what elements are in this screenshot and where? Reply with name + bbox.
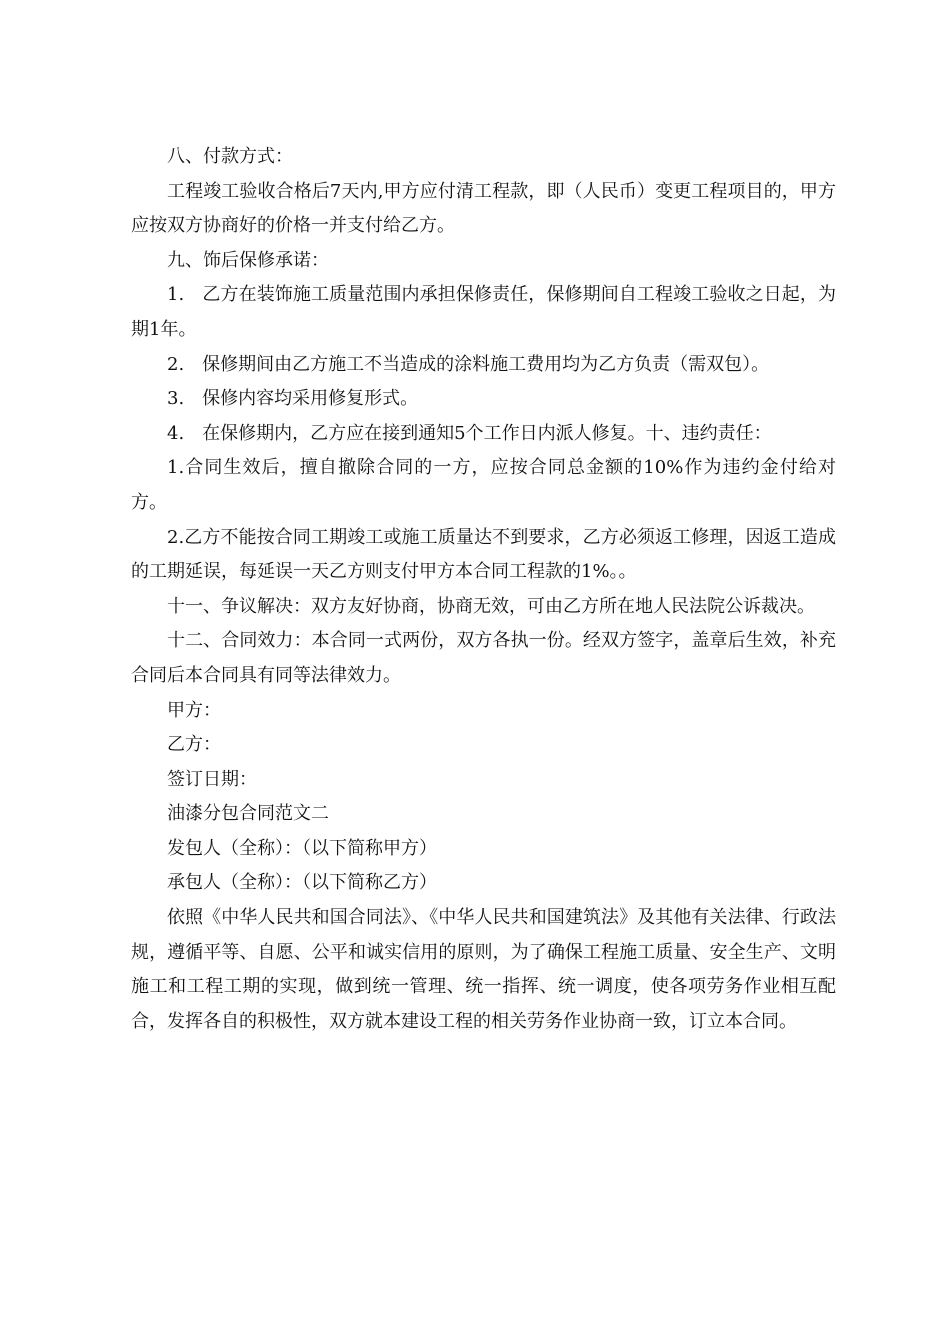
contractor-line: 承包人（全称）：（以下简称乙方） <box>167 872 437 894</box>
section-heading-warranty: 九、饰后保修承诺： <box>167 249 329 271</box>
party-b-signature-line: 乙方： <box>167 734 221 756</box>
party-a-signature-line: 甲方： <box>167 699 221 721</box>
section-dispute-resolution: 十一、争议解决：双方友好协商，协商无效，可由乙方所在地人民法院公诉裁决。 <box>167 595 815 617</box>
warranty-item-1: 1. 乙方在装饰施工质量范围内承担保修责任，保修期间自工程竣工验收之日起，为期1年。 <box>131 284 836 340</box>
breach-item-1: 1.合同生效后，擅自撤除合同的一方，应按合同总金额的10%作为违约金付给对方。 <box>131 457 836 513</box>
warranty-item-4: 4. 在保修期内，乙方应在接到通知5个工作日内派人修复。十、违约责任： <box>167 422 772 444</box>
document-body <box>131 140 836 1039</box>
second-contract-title: 油漆分包合同范文二 <box>167 803 329 825</box>
warranty-item-2: 2. 保修期间由乙方施工不当造成的涂料施工费用均为乙方负责（需双包）。 <box>167 353 770 375</box>
breach-item-2: 2.乙方不能按合同工期竣工或施工质量达不到要求，乙方必须返工修理，因返工造成的工期延误，每延误一天乙方则支付甲方本合同工程款的1%。。 <box>131 526 836 583</box>
warranty-item-3: 3. 保修内容均采用修复形式。 <box>167 388 419 410</box>
section-contract-validity: 十二、合同效力：本合同一式两份，双方各执一份。经双方签字，盖章后生效，补充合同后本合同具有同等法律效力。 <box>131 630 836 686</box>
signing-date-line: 签订日期： <box>167 768 257 790</box>
section-heading-payment: 八、付款方式： <box>167 146 293 167</box>
employer-line: 发包人（全称）：（以下简称甲方） <box>167 837 437 859</box>
paragraph-payment-terms: 工程竣工验收合格后7天内,甲方应付清工程款，即（人民币）变更工程项目的，甲方应按双方协商好的价格一并支付给乙方。 <box>131 180 836 237</box>
preamble-paragraph: 依照《中华人民共和国合同法》、《中华人民共和国建筑法》及其他有关法律、行政法规，遵循平等、自愿、公平和诚实信用的原则，为了确保工程施工质量、安全生产、文明施工和工程工期的实现，做到统一管理、统一指挥、统一调度，使各项劳务作业相互配合，发挥各自的积极性，双方就本建设工程的相关劳务作业协商一致，订立本合同。 <box>131 907 836 1032</box>
